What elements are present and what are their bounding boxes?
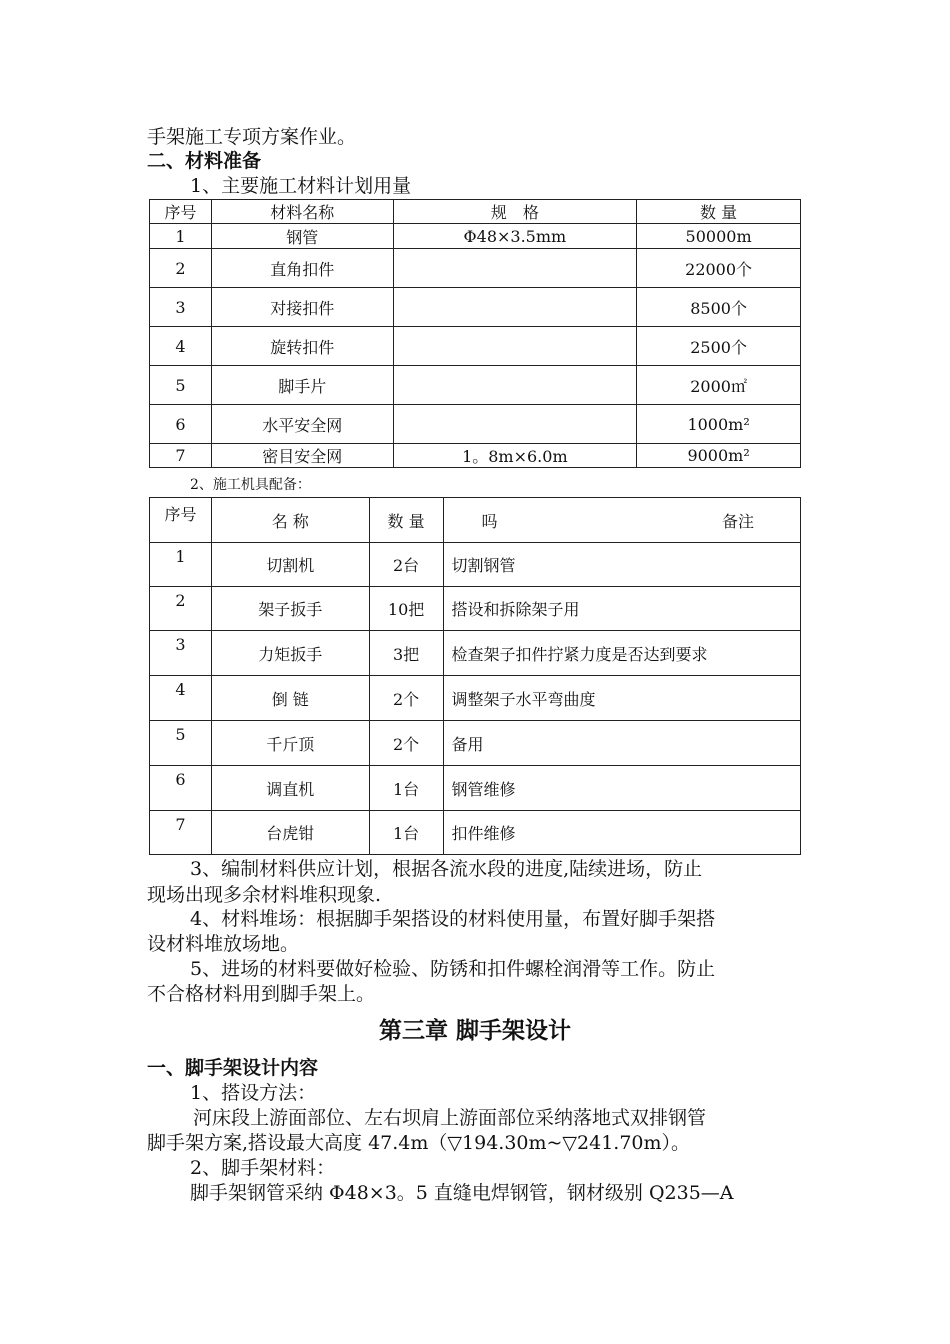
machine-use: 扣件维修 bbox=[443, 811, 800, 855]
row-number: 2 bbox=[150, 587, 212, 631]
row-number: 7 bbox=[150, 811, 212, 855]
row-number: 5 bbox=[150, 721, 212, 766]
machine-use: 调整架子水平弯曲度 bbox=[443, 676, 800, 721]
material-plan-caption: 1、主要施工材料计划用量 bbox=[190, 175, 412, 197]
material-line-1: 脚手架钢管采纳 Φ48×3。5 直缝电焊钢管，钢材级别 Q235—A bbox=[190, 1182, 734, 1204]
machine-use: 钢管维修 bbox=[443, 766, 800, 811]
material-name: 对接扣件 bbox=[211, 288, 393, 327]
header-cell: 规 格 bbox=[393, 200, 637, 224]
header-use-label: 吗 bbox=[481, 511, 498, 531]
table-row bbox=[150, 631, 801, 676]
row-number: 1 bbox=[150, 224, 212, 249]
machine-use: 切割钢管 bbox=[443, 543, 800, 587]
table-row bbox=[150, 543, 801, 587]
chapter-title: 第三章 脚手架设计 bbox=[378, 1018, 571, 1044]
para-4-line-1: 4、材料堆场：根据脚手架搭设的材料使用量，布置好脚手架搭 bbox=[190, 908, 716, 930]
machine-use: 检查架子扣件拧紧力度是否达到要求 bbox=[443, 631, 800, 676]
machine-qty: 2台 bbox=[369, 543, 443, 587]
method-caption: 1、搭设方法： bbox=[190, 1082, 317, 1104]
header-cell: 序号 bbox=[150, 498, 212, 543]
header-cell: 名 称 bbox=[211, 498, 369, 543]
table-row bbox=[150, 444, 801, 468]
table-row bbox=[150, 288, 801, 327]
material-qty: 2500个 bbox=[637, 327, 801, 366]
material-qty: 2000㎡ bbox=[637, 366, 801, 405]
table-row bbox=[150, 405, 801, 444]
row-number: 2 bbox=[150, 249, 212, 288]
header-cell-use bbox=[443, 498, 800, 543]
method-line-2: 脚手架方案,搭设最大高度 47.4m（▽194.30m~▽241.70m）。 bbox=[147, 1132, 691, 1154]
row-number: 7 bbox=[150, 444, 212, 468]
machine-name: 调直机 bbox=[211, 766, 369, 811]
material-caption: 2、脚手架材料： bbox=[190, 1157, 336, 1179]
section-heading-materials: 二、材料准备 bbox=[147, 150, 262, 172]
material-qty: 50000m bbox=[637, 224, 801, 249]
machine-qty: 2个 bbox=[369, 676, 443, 721]
header-cell: 序号 bbox=[150, 200, 212, 224]
material-spec bbox=[393, 249, 637, 288]
machine-name: 力矩扳手 bbox=[211, 631, 369, 676]
method-line-1: 河床段上游面部位、左右坝肩上游面部位采纳落地式双排钢管 bbox=[193, 1107, 707, 1129]
row-number: 5 bbox=[150, 366, 212, 405]
section-heading-design: 一、脚手架设计内容 bbox=[147, 1057, 319, 1079]
machine-use: 搭设和拆除架子用 bbox=[443, 587, 800, 631]
machine-qty: 1台 bbox=[369, 766, 443, 811]
material-name: 钢管 bbox=[211, 224, 393, 249]
para-3-line-2: 现场出现多余材料堆积现象. bbox=[147, 884, 382, 906]
machine-qty: 3把 bbox=[369, 631, 443, 676]
material-spec bbox=[393, 366, 637, 405]
materials-table-header bbox=[150, 200, 801, 224]
material-name: 旋转扣件 bbox=[211, 327, 393, 366]
material-spec: Φ48×3.5mm bbox=[393, 224, 637, 249]
machine-table-caption: 2、施工机具配备： bbox=[190, 477, 311, 493]
machine-name: 千斤顶 bbox=[211, 721, 369, 766]
header-cell: 数 量 bbox=[369, 498, 443, 543]
table-row bbox=[150, 676, 801, 721]
material-name: 脚手片 bbox=[211, 366, 393, 405]
header-remark-label: 备注 bbox=[721, 511, 754, 531]
table-row bbox=[150, 249, 801, 288]
intro-line: 手架施工专项方案作业。 bbox=[147, 126, 357, 148]
material-qty: 9000m² bbox=[637, 444, 801, 468]
table-row bbox=[150, 766, 801, 811]
material-spec bbox=[393, 288, 637, 327]
machine-name: 切割机 bbox=[211, 543, 369, 587]
material-spec: 1。8m×6.0m bbox=[393, 444, 637, 468]
table-row bbox=[150, 327, 801, 366]
machine-name: 架子扳手 bbox=[211, 587, 369, 631]
machine-qty: 2个 bbox=[369, 721, 443, 766]
row-number: 1 bbox=[150, 543, 212, 587]
table-row bbox=[150, 224, 801, 249]
header-cell: 数 量 bbox=[637, 200, 801, 224]
table-row bbox=[150, 587, 801, 631]
material-spec bbox=[393, 405, 637, 444]
table-row bbox=[150, 811, 801, 855]
para-3-line-1: 3、编制材料供应计划，根据各流水段的进度,陆续进场，防止 bbox=[190, 858, 703, 880]
materials-table bbox=[149, 199, 801, 468]
row-number: 6 bbox=[150, 405, 212, 444]
machine-qty: 1台 bbox=[369, 811, 443, 855]
machines-table-header bbox=[150, 498, 801, 543]
machines-table bbox=[149, 497, 801, 855]
machine-name: 台虎钳 bbox=[211, 811, 369, 855]
row-number: 6 bbox=[150, 766, 212, 811]
header-cell: 材料名称 bbox=[211, 200, 393, 224]
machine-use: 备用 bbox=[443, 721, 800, 766]
material-qty: 8500个 bbox=[637, 288, 801, 327]
material-spec bbox=[393, 327, 637, 366]
row-number: 3 bbox=[150, 288, 212, 327]
para-4-line-2: 设材料堆放场地。 bbox=[147, 933, 300, 955]
para-5-line-2: 不合格材料用到脚手架上。 bbox=[147, 983, 376, 1005]
material-name: 直角扣件 bbox=[211, 249, 393, 288]
table-row bbox=[150, 721, 801, 766]
material-qty: 22000个 bbox=[637, 249, 801, 288]
row-number: 4 bbox=[150, 327, 212, 366]
para-5-line-1: 5、进场的材料要做好检验、防锈和扣件螺栓润滑等工作。防止 bbox=[190, 958, 716, 980]
machine-name: 倒 链 bbox=[211, 676, 369, 721]
material-name: 密目安全网 bbox=[211, 444, 393, 468]
table-row bbox=[150, 366, 801, 405]
material-name: 水平安全网 bbox=[211, 405, 393, 444]
machine-qty: 10把 bbox=[369, 587, 443, 631]
row-number: 3 bbox=[150, 631, 212, 676]
row-number: 4 bbox=[150, 676, 212, 721]
material-qty: 1000m² bbox=[637, 405, 801, 444]
